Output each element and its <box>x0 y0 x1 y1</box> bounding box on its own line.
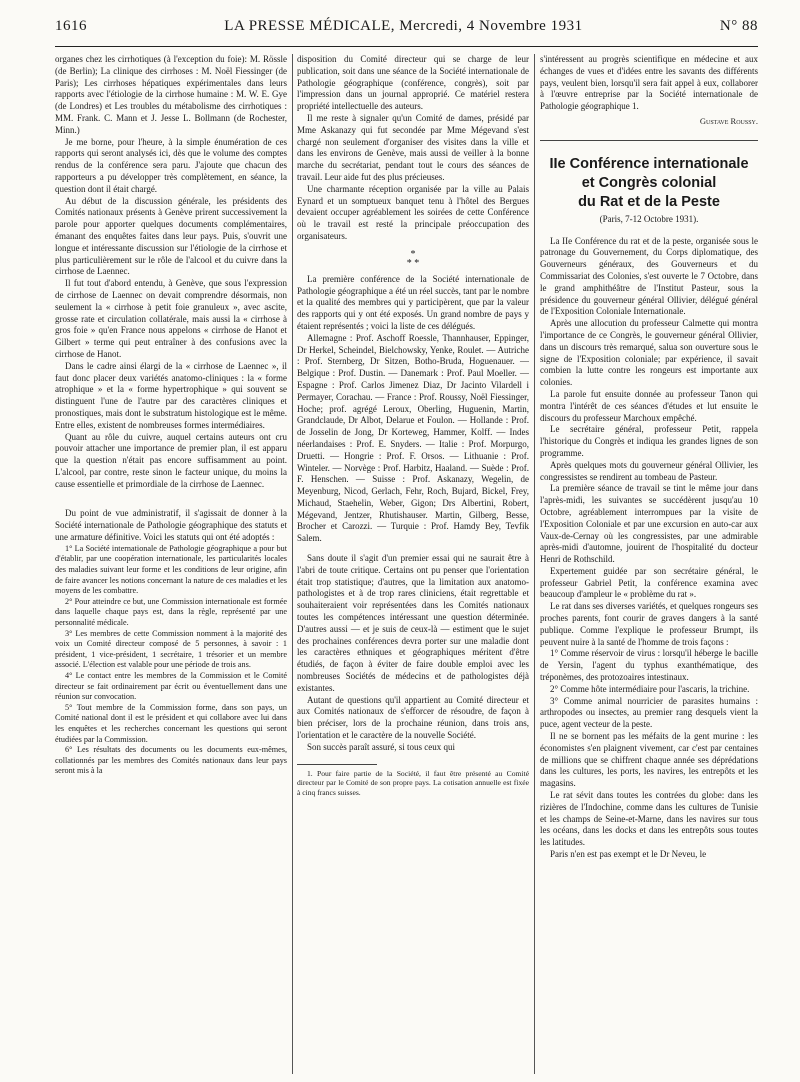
article-subtitle: (Paris, 7-12 Octobre 1931). <box>599 213 699 224</box>
paragraph: Paris n'en est pas exempt et le Dr Neveu, le <box>550 849 707 860</box>
paragraph: Le rat sévit dans toutes les contrées du globe: dans les rizières de l'Indochine, comme dans les cultures de Tunisie et les champs de Seine-et-Marne, dans les navires sur tous les océans, dans les docks et dans les entrepôts sous toutes les latitudes. <box>540 790 758 848</box>
article-title-line: et Congrès colonial <box>581 174 717 191</box>
paragraph: Le secrétaire général, professeur Petit, rappela l'historique du Congrès et indiqua les grandes lignes de son programme. <box>540 424 758 458</box>
title-rule <box>540 140 758 141</box>
footnote-rule <box>297 764 377 765</box>
paragraph: s'intéressent au progrès scientifique en médecine et aux échanges de vues et d'idées entre les savants des différents pays, veulent bien, lorsqu'il sera fait appel à eux, collaborer à l'œuvre entreprise par la Société internationale de Pathologie géographique 1. <box>540 54 758 112</box>
paragraph: Il fut tout d'abord entendu, à Genève, que sous l'expression de cirrhose de Laennec on devait comprendre désormais, non seulement la « cirrhose à petit foie granuleux », avec ascite, grosse rate et circulation collatérale, mais aussi la « cirrhose à gros foie » qu'en France nous appelons « cirrhose de Hanot et Gilbert » terme qui peut entraîner à des confusions avec la cirrhose de Hanot. <box>55 278 287 359</box>
paragraph: Son succès paraît assuré, si tous ceux qui <box>307 741 455 752</box>
paragraph: Le rat dans ses diverses variétés, et quelques rongeurs ses proches parents, font courir de graves dangers à la santé publique. Comme l'explique le professeur Brumpt, ils peuvent nuire à la santé de l'homme de trois façons : <box>540 601 758 647</box>
article-title-line: du Rat et de la Peste <box>578 193 720 210</box>
column-left <box>55 54 287 1074</box>
footnote: 1. Pour faire partie de la Société, il faut être présenté au Comité directeur par le Comité de son propre pays. La cotisation annuelle est fixée à cinq francs suisses. <box>297 768 529 797</box>
header-rule <box>55 46 758 47</box>
paragraph: 3° Comme animal nourricier de parasites humains : arthropodes ou insectes, au premier rang desquels vient la puce, agent vecteur de la peste. <box>540 695 758 730</box>
paragraph: Il me reste à signaler qu'un Comité de dames, présidé par Mme Askanazy qui fut secondée par Mme Mégevand s'est chargé non seulement d'organiser des visites dans la ville et dans les environs de Genève, mais aussi de veiller à la bonne marche du secrétariat, pendant tout le cours des séances de travail. Leur aide fut des plus précieuses. <box>297 112 529 182</box>
paragraph: Il ne se bornent pas les méfaits de la gent murine : les économistes s'en plaignent vivement, car c'est par centaines de millions que se chiffrent chaque année ses déprédations dans les cultures, les ports, les navires, les entrepôts et les magasins. <box>540 731 758 789</box>
journal-title: LA PRESSE MÉDICALE, Mercredi, 4 Novembre 1931 <box>224 18 583 34</box>
column-middle <box>297 54 529 1074</box>
paragraph: Au début de la discussion générale, les présidents des Comités nationaux présents à Genève prirent successivement la parole pour apporter quelques documents complémentaires, émanant des enquêtes faites dans leur pays. Puis, s'ouvrit une longue et intéressante discussion sur l'étiologie de la cirrhose et plus particulièrement sur le rôle de l'alcool et du cuivre dans la cirrhose de Laennec. <box>55 195 287 277</box>
delegates-list: Allemagne : Prof. Aschoff Roessle, Thannhauser, Eppinger, Dr Herkel, Scheindel, Bielchowsky, Yenke, Roulet. — Autriche : Prof. Sternberg, Dr Sitzen, Botho-Bruda, Hoguenauer. — Belgique : Prof. Dustin. — Danemark : Prof. Paul Moeller. — Espagne : Prof. Carlos Jimenez Diaz, Dr Jacinto Vilardell i Permayer, Corachau. — France : Prof. Roussy, Noël Fiessinger, Hoche; prof. agrégé Leroux, Oberling, Huguenin, Martin, Grandclaude, Dr Albot, Delarue et Foulon. — Hollande : Prof. de Josselin de Jong, Dr Korteweg, Hammer, Kolff. — Indes néerlandaises : Prof. E. Snyders. — Italie : Prof. Morpurgo, Druetti. — Hongrie : Prof. F. Orsos. — Lithuanie : Prof. Winteler. — Norvège : Prof. Harbitz, Haaland. — Suède : Prof. F. Henschen. — Suisse : Prof. Askanazy, Wegelin, de Meyenburg, Nicod, Gerlach, Fehr, Roch, Bujard, Bickel, Frey, Michaud, Staehelin, Weber, Gigon; Drs Albertini, Robert, Mégevand, Jentzer, Rhutishauser. Martin, Gilberg, Besse, Brocher et Carozzi. — Turquie : Prof. Hamdy Bey, Tevfik Salem. <box>297 332 529 544</box>
paragraph: Après une allocution du professeur Calmette qui montra l'importance de ce Congrès, le gouverneur général Ollivier, dans un discours très remarqué, salua son ouverture sous le signe de l'Exposition coloniale; par expérience, il savait combien la lutte contre les rongeurs est importante aux colonies. <box>540 318 758 388</box>
paragraph: Je me borne, pour l'heure, à la simple énumération de ces rapports qui seront analysés ici, dès que le volume des comptes rendus de la conférence sera paru. J'ajoute que chacun des rapporteurs a pu développer très complètement, en séance, la question dont il était chargé. <box>55 136 287 194</box>
paragraph: disposition du Comité directeur qui se charge de leur publication, soit dans une séance de la Société internationale de Pathologie géographique (conférence, congrès), soit par l'impression dans un journal approprié. Ce matériel restera propriété intellectuelle des auteurs. <box>297 54 529 112</box>
paragraph: Une charmante réception organisée par la ville au Palais Eynard et un somptueux banquet tenu à l'hôtel des Bergues devaient occuper agréablement les soirées de cette Conférence où le travail est resté la principale préoccupation des organisateurs. <box>297 183 529 241</box>
column-divider <box>534 54 535 1074</box>
paragraph: La IIe Conférence du rat et de la peste, organisée sous le patronage du Gouvernement, du Corps diplomatique, des Gouverneurs généraux, des Gouverneurs et du Commissariat des Colonies, s'est ouverte le 7 Octobre, dans le grand amphithéâtre de l'Institut Pasteur, sous la présidence du gouverneur général Ollivier, délégué général de l'Exposition Coloniale Internationale. <box>540 235 758 317</box>
column-divider <box>292 54 293 1074</box>
statute-item: 5° Tout membre de la Commission forme, dans son pays, un Comité national dont il est le président et qui collabore avec lui dans les enquêtes et les recherches concernant les questions qui seront étudiées par la Commission. <box>55 702 287 744</box>
page-header <box>55 18 758 40</box>
paragraph: Après quelques mots du gouverneur général Ollivier, les congressistes se rendirent au tombeau de Pasteur. <box>540 459 758 482</box>
statute-item: 3° Les membres de cette Commission nomment à la majorité des voix un Comité directeur composé de 5 personnes, à savoir : 1 président, 1 vice-président, 1 secrétaire, 1 trésorier et un membre associé. L'élection est valable pour une période de trois ans. <box>55 628 287 670</box>
section-stars: * * * <box>406 248 420 269</box>
author-signature: Gustave Roussy. <box>699 115 758 126</box>
paragraph: Sans doute il s'agit d'un premier essai qui ne saurait être à l'abri de toute critique. Certains ont pu penser que l'orientation était trop statistique; d'autres, que la limitation aux anatomo-pathologistes et à de trop rares cliniciens, était regrettable et souhaiteraient voir représentées dans les Comités nationaux toutes les compétences intéressant une question déterminée. D'autres aussi — et je suis de ceux-là — estiment que le sujet des prochaines conférences devra porter sur une maladie dont les caractères ethniques et géographiques méritent d'être étudiés, de façon à éviter de faire double emploi avec les nombreuses Sociétés de médecins et de pathologistes déjà existantes. <box>297 553 529 693</box>
statute-item: 4° Le contact entre les membres de la Commission et le Comité directeur se fait ordinairement par écrit ou éventuellement dans une réunion sur convocation. <box>55 671 287 702</box>
paragraph: 1° Comme réservoir de virus : lorsqu'il héberge le bacille de Yersin, l'agent du typhus exanthématique, des tréponèmes, des protozoaires intestinaux. <box>540 648 758 683</box>
page-number: 1616 <box>55 18 87 34</box>
paragraph: Expertement guidée par son secrétaire général, le professeur Gabriel Petit, la conférence examina avec beaucoup d'ampleur le « problème du rat ». <box>540 565 758 600</box>
statute-item: 2° Pour atteindre ce but, une Commission internationale est formée dans laquelle chaque pays est, dans la règle, représenté par une personnalité médicale. <box>55 596 287 628</box>
paragraph: organes chez les cirrhotiques (à l'exception du foie): M. Rössle (de Berlin); La clinique des cirrhoses : M. Noël Fiessinger (de Paris); Les cirrhoses hépatiques expérimentales dans leurs rapports avec l'étiologie de la cirrhose humaine : M. W. E. Gye (de Londres) et Les troubles du métabolisme des cirrhotiques : MM. Frank. C. Mann et J. Jesse L. Bollmann (de Rochester, Minn.) <box>55 54 287 135</box>
paragraph: Du point de vue administratif, il s'agissait de donner à la Société internationale de Pathologie géographique des statuts et une armature définitive. Voici les statuts qui ont été adoptés : <box>55 508 287 543</box>
paragraph: Quant au rôle du cuivre, auquel certains auteurs ont cru pouvoir attacher une importance de premier plan, il est apparu que la question n'était pas encore suffisamment au point. L'alcool, par contre, reste sinon le facteur unique, du moins la cause essentielle et primordiale de la cirrhose de Laennec. <box>55 431 287 489</box>
paragraph: Autant de questions qu'il appartient au Comité directeur et aux Comités nationaux de s'efforcer de résoudre, de façon à bien préciser, lors de la prochaine réunion, dans trois ans, l'orientation et le caractère de la nouvelle Société. <box>297 694 529 741</box>
paragraph: 2° Comme hôte intermédiaire pour l'ascaris, la trichine. <box>550 683 750 694</box>
paragraph: La première séance de travail se tint le même jour dans l'après-midi, les suivantes se succédèrent jusqu'au 10 Octobre, agréablement interrompues par la visite de l'Exposition Coloniale et par une excursion en auto-car aux Vaux-de-Cernay où les congressistes, par une admirable après-midi d'automne, jouirent de l'hospitalité du docteur Henri de Rothschild. <box>540 483 758 565</box>
paragraph: La première conférence de la Société internationale de Pathologie géographique a été un réel succès, tant par le nombre et la qualité des membres qui y participèrent, que par la valeur des rapports qui y ont été exposés. Un grand nombre de pays y étaient représentés ; voici la liste de ces délégués. <box>297 273 529 331</box>
statute-item: 6° Les résultats des documents ou les documents eux-mêmes, collationnés par les membres des Comités nationaux dans leur pays seront mis à la <box>55 745 287 776</box>
column-right <box>540 54 758 1074</box>
article-title-line: IIe Conférence internationale <box>549 155 749 172</box>
issue-number: N° 88 <box>719 18 758 34</box>
article-title <box>540 155 758 212</box>
paragraph: La parole fut ensuite donnée au professeur Tanon qui montra l'intérêt de ces séances d'études et lut ensuite le discours du professeur Marchoux empêché. <box>540 388 758 423</box>
statute-item: 1° La Société internationale de Pathologie géographique a pour but d'établir, par une coopération internationale, les particularités locales des maladies suivant leur forme et les conditions de leur origine, afin de faire avancer les notions concernant la nature de ces maladies et les moyens de les combattre. <box>55 543 287 596</box>
paragraph: Dans le cadre ainsi élargi de la « cirrhose de Laennec », il faut donc placer deux variétés anatomo-cliniques : la « forme atrophique » et la « forme hypertrophique » qui souvent se distinguent l'une de l'autre par des caractères cliniques et pronostiques, mais dont le substratum histologique est le même. Entre elles, existent de nombreuses formes intermédiaires. <box>55 360 287 430</box>
